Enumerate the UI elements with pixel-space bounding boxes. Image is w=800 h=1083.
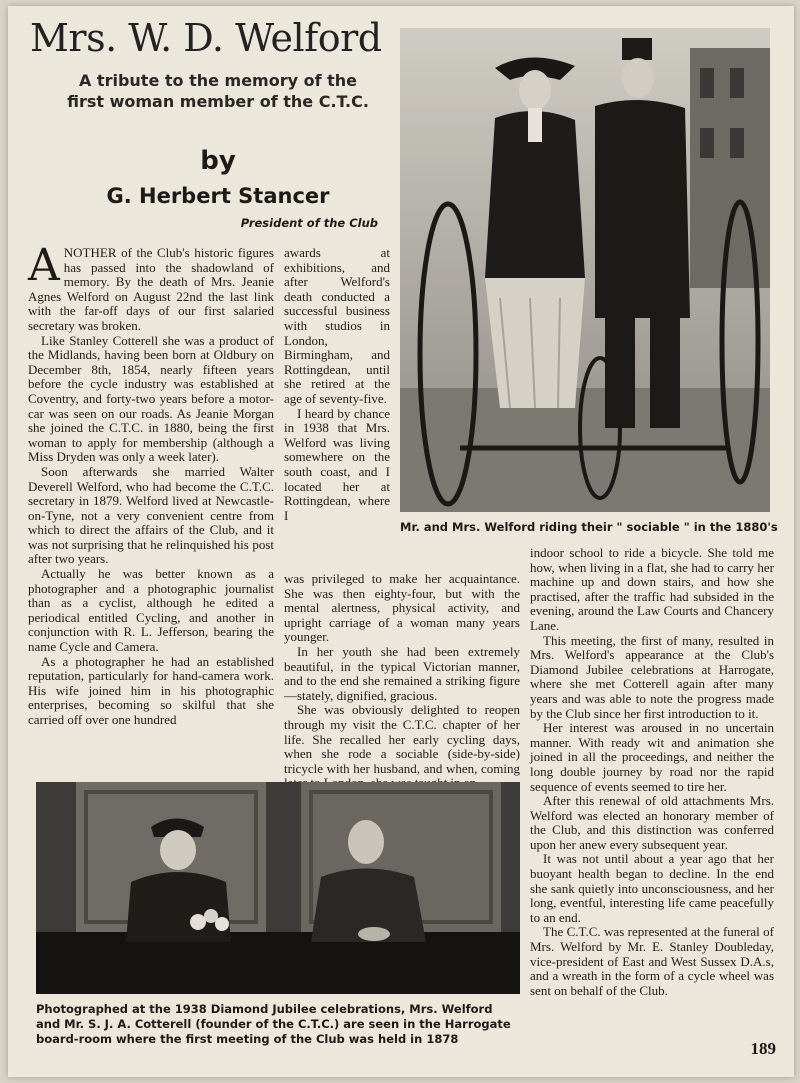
article-column-2-bottom	[284, 572, 520, 778]
paragraph: It was not until about a year ago that her buoyant health began to decline. In the end she sank quietly into unconsciousness, and her long, eventful, interesting life came peacefully to an end.	[530, 851, 774, 925]
paragraph: In her youth she had been extremely beautiful, in the typical Victorian manner, and to the end she remained a striking figure—stately, dignified, gracious.	[284, 643, 520, 703]
article-title: Mrs. W. D. Welford	[30, 16, 382, 60]
photo-sociable-illustration	[400, 28, 770, 512]
page-number: 189	[750, 1039, 776, 1058]
paragraph: awards at exhibitions, and after Welford's death conducted a successful business with studios in London, Birmingham, and Rottingdean, until she retired at the age of seventy-five.	[284, 245, 390, 406]
bottom-photo-caption: Photographed at the 1938 Diamond Jubilee celebrations, Mrs. Welford and Mr. S. J. A. Cotterell (founder of the C.T.C.) are seen in the Harrogate board-room where the first meeting of the Club was held in 1878	[36, 1002, 511, 1046]
paragraph: I heard by chance in 1938 that Mrs. Welford was living somewhere on the south coast, and I located her at Rottingdean, where I	[284, 405, 390, 523]
magazine-page	[8, 6, 794, 1077]
photo-sociable-tricycle	[400, 28, 770, 512]
article-column-2-top	[284, 246, 390, 572]
byline-by: by	[200, 146, 236, 176]
photo-boardroom-illustration	[36, 782, 520, 994]
paragraph: was privileged to make her acquaintance. She was then eighty-four, but with the mental alertness, physical activity, and upright carriage of a woman many years younger.	[284, 571, 520, 645]
article-column-1	[28, 240, 274, 776]
paragraph: Soon afterwards she married Walter Deverell Welford, who had become the C.T.C. secretary in 1879. Welford lived at Newcastle-on-Tyne, not a very convenient centre from which to direct the affairs of the Club, and it was not surprising that he relinquished his post after two years.	[28, 463, 274, 567]
photo-harrogate-boardroom	[36, 782, 520, 994]
top-photo-caption: Mr. and Mrs. Welford riding their " sociable " in the 1880's	[400, 520, 778, 534]
article-subtitle: A tribute to the memory of the first woman member of the C.T.C.	[67, 71, 369, 111]
paragraph: As a photographer he had an established reputation, particularly for hand-camera work. His wife joined him in his photographic enterprises, becoming so skilful that she carried off over one hundred	[28, 653, 274, 727]
author-role: President of the Club	[240, 216, 378, 230]
paragraph: This meeting, the first of many, resulted in Mrs. Welford's appearance at the Club's Diamond Jubilee celebrations at Harrogate, where she met Cotterell again after many years and was able to note the progress made by the Club since her first introduction to it.	[530, 632, 774, 721]
paragraph: She was obviously delighted to reopen through my visit the C.T.C. chapter of her life. She recalled her early cycling days, when she rode a sociable (side-by-side) tricycle with her husband, and when, coming	[284, 702, 520, 776]
drop-cap: A	[28, 240, 60, 291]
paragraph: Like Stanley Cotterell she was a product of the Midlands, having been born at Oldbury on December 8th, 1854, nearly fifteen years before the cycle industry was established at Coventry, and forty-two years before a motor-car was seen on our roads. As Jeanie Morgan she joined the C.T.C. in 1880, being the first woman to apply for membership (although a Miss Dryden was only a week later).	[28, 332, 274, 465]
paragraph: Actually he was better known as a photographer and a photographic journalist than as a cyclist, although he edited a periodical entitled Cycling, and another in conjunction with R. L. Jefferson, bearing the name Cycle and Camera.	[28, 566, 274, 655]
paragraph: After this renewal of old attachments Mrs. Welford was elected an honorary member of the Club, and this distinction was conferred upon her anew every subsequent year.	[530, 793, 774, 852]
paragraph: Her interest was aroused in no uncertain manner. With ready wit and animation she joined in all the proceedings, and neither the long double journey by road nor the rapid sequence of events seemed to tire her.	[530, 720, 774, 794]
paragraph: The C.T.C. was represented at the funeral of Mrs. Welford by Mr. E. Stanley Doubleday, vice-president of East and West Sussex D.A.s, and a wreath in the form of a cycle wheel was sent on behalf of the Club.	[530, 924, 774, 998]
paragraph: ANOTHER of the Club's historic figures has passed into the shadowland of memory. By the death of Mrs. Jeanie Agnes Welford on August 22nd the last link with the far-off days of our first salaried secretary was broken.	[28, 240, 274, 333]
article-column-3	[530, 546, 774, 1046]
paragraph: indoor school to ride a bicycle. She told me how, when living in a flat, she had to carry her machine up and down stairs, and how she practised, after the traffic had subsided in the evening, around the Law Courts and Chancery Lane.	[530, 545, 774, 633]
author-name: G. Herbert Stancer	[106, 184, 330, 208]
